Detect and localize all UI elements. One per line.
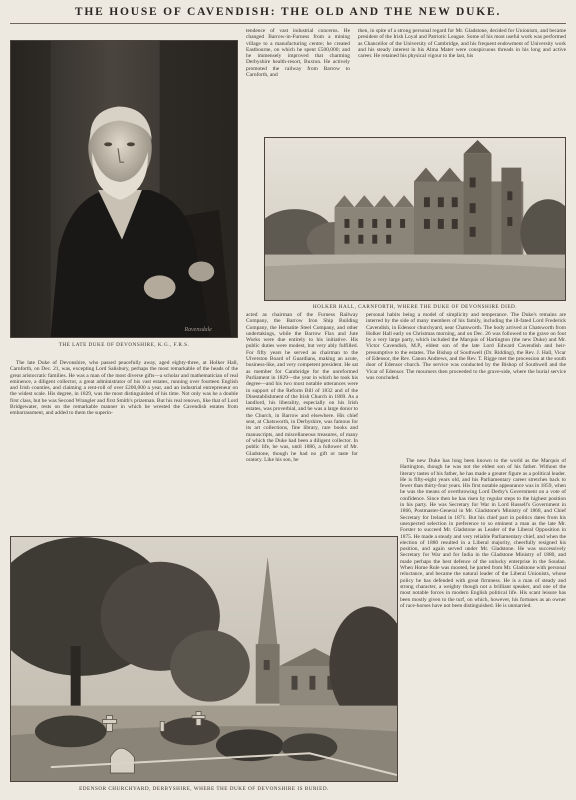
edensor-churchyard-caption: EDENSOR CHURCHYARD, DERBYSHIRE, WHERE THE DUKE OF DEVONSHIRE IS BURIED. <box>79 786 329 792</box>
article-column-top-right: then, in spite of a strong personal regard for Mr. Gladstone, decided for Unionism, and became president of the Irish Loyal and Patriotic League. Some of his most useful work was performed as Chancellor of the University of Cambridge, and his frequent endowment of University work and his steady interest in his Alma Mater were conspicuous threads in his long and active career. He retained his physical vigour to the last, his <box>358 28 566 60</box>
edensor-churchyard-engraving <box>10 536 398 782</box>
article-column-middle: acted as chairman of the Furness Railway Company, the Barrow Iron Ship Building Company, the Hematite Steel Company, and other undertakings, while the Barrow Flax and Jute Works were due entirely to his initiative. His public duties were modest, but very ably fulfilled. For fifty years he served as chairman to the Ulverston Board of Guardians, making an acute, business-like, and very competent president. He sat as member for Cambridge for the unreformed Parliament in 1829—the year in which he took his degree—and his two most notable utterances were in support of the Reform Bill of 1832 and of the Disestablishment of the Irish Church in 1869. As a landlord, his liberality, especially on his Irish estates, was proverbial, and he was a large donor to the Church, in Barrow and elsewhere. His chief seat, at Chatsworth, in Derbyshire, was famous for its art collections, fine library, rare books and manuscripts, and miscellaneous treasures, of many of which the Duke had been a diligent collector. In public life, he was, until 1886, a follower of Mr. Gladstone, though he had no gift or taste for oratory. Like his son, he <box>246 312 358 463</box>
duke-portrait-image <box>11 41 237 337</box>
holker-hall-engraving <box>264 137 566 301</box>
edensor-churchyard-image <box>11 537 397 781</box>
article-column-right-2: The new Duke has long been known to the world as the Marquis of Hartington, though he was not the eldest son of his father. Without the literary tastes of his father, he has made a greater figure as a political leader. He is fifty-eight years old, and his Parliamentary career stretches back to fewer than thirty-four years. His first notable appearance was in 1859, when he was the means of overthrowing Lord Derby's Government on a vote of confidence. Since then he has risen by regular steps to the highest position in his party. He was Secretary for War in Lord Russell's Government in 1866, Postmaster-General in Mr. Gladstone's Ministry of 1868, and Chief Secretary for Ireland in 1871. But his chief part in politics dates from his unexpected selection in preference to so eminent a man as the late Mr. Forster to succeed Mr. Gladstone as Leader of the Liberal Opposition in 1875. He made a steady and very reliable Parliamentary chief, and when the election of 1880 resulted in a Liberal majority, cheerfully resigned his position, and again served under Mr. Gladstone. He was successively Secretary for War and for India in the Gladstone Ministry of 1880, and made perhaps the best defence of the unlucky enterprise in the Soudan. When Home Rule was mooted, he parted from Mr. Gladstone with personal reluctance, and became the natural leader of the Liberal Unionists, whose policy he has defended with great firmness. He is a man of steady and strong character, a weighty though not a brilliant speaker, and one of the most notable forces in modern English political life. His scant leisure has been mostly given to the turf, on which, however, his fortunes as an owner of race-horses have not been distinguished. He is unmarried. <box>400 458 566 609</box>
page-headline: THE HOUSE OF CAVENDISH: THE OLD AND THE NEW DUKE. <box>10 6 566 24</box>
article-column-left: The late Duke of Devonshire, who passed peacefully away, aged eighty-three, at Holker Hall, Carnforth, on Dec. 21, was, excepting Lord Salisbury, perhaps the most remarkable of the heads of the great aristocratic families. He was a man of the most diverse gifts—a scholar and mathematician of real eminence, a diligent collector, a great administrator of his vast estates, running over fourteen English and Irish counties, and claiming a rent-roll of over £200,000 a year, and an industrial entrepreneur on the widest scale. His degree, in 1829, was the most distinguished of his time. Not only was he a double first class, but he was Second Wrangler and first Smith's prizeman. But his real renown, like that of Lord Bridgewater, rests on the remarkable manner in which he wrested the Cavendish estates from embarrassment, and added to them the superin- <box>10 360 238 417</box>
holker-hall-caption: HOLKER HALL, CARNFORTH, WHERE THE DUKE OF DEVONSHIRE DIED. <box>312 304 518 310</box>
portrait-engraving <box>10 40 238 338</box>
article-column-right-1: personal habits being a model of simplicity and temperance. The Duke's remains are interred by the side of many members of his family, including the ill-fated Lord Frederick Cavendish, in Edensor churchyard, near Chatsworth. The body arrived at Chatsworth from Holker Hall early on Christmas morning, and on Dec. 26 was followed to the grave on foot by a very large party, which included the Marquis of Hartington (the new Duke) and Mr. Victor Cavendish, M.P., eldest son of the late Lord Edward Cavendish and heir-presumptive to the estates. The Bishop of Southwell (Dr. Ridding), the Rev. J. Hall, Vicar of Edensor, the Rev. Canon Andrews, and the Rev. T. Rigge met the procession at the south door of Edensor church. The service was conducted by the Bishop of Southwell and the Vicar of Edensor. The mourners then proceeded to the grave-side, where the burial service was concluded. <box>366 312 566 381</box>
holker-hall-image <box>265 138 565 300</box>
portrait-caption: THE LATE DUKE OF DEVONSHIRE, K.G., F.R.S. <box>58 342 190 348</box>
engraver-signature: Ravensdale <box>184 327 212 334</box>
article-column-top-middle: tendence of vast industrial concerns. He changed Barrow-in-Furness from a mining village to a manufacturing centre; he created Eastbourne, on which he spent £500,000; and he immensely improved that charming Derbyshire health-resort, Buxton. He actively promoted the railway from Barrow to Carnforth, and <box>246 28 350 79</box>
